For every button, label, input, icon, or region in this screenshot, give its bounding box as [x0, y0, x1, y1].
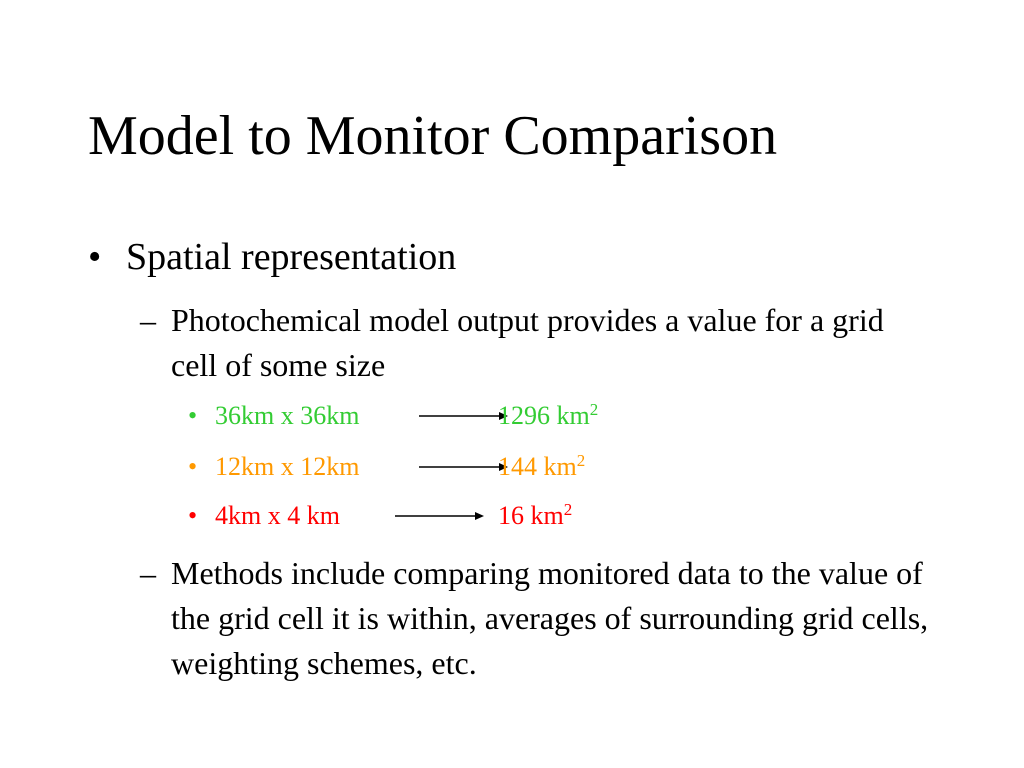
grid-size-dims: 12km x 12km — [215, 452, 360, 481]
grid-size-area-exponent: 2 — [563, 500, 573, 519]
grid-size-marker: • — [188, 501, 198, 530]
grid-size-area-exponent: 2 — [576, 451, 586, 470]
grid-size-area — [498, 400, 598, 432]
grid-size-area-value: 144 km — [498, 452, 577, 481]
slide-title: Model to Monitor Comparison — [88, 105, 778, 167]
grid-size-area-value: 1296 km — [498, 401, 590, 430]
arrow-right-icon — [395, 506, 485, 526]
bullet-marker: • — [88, 236, 102, 278]
grid-size-dims: 36km x 36km — [215, 401, 360, 430]
grid-size-marker: • — [188, 452, 198, 481]
sub-bullet-marker: – — [140, 555, 156, 591]
arrow-right-icon — [419, 406, 509, 426]
grid-size-area-exponent: 2 — [589, 400, 599, 419]
sub-bullet-marker: – — [140, 302, 156, 338]
grid-size-area-value: 16 km — [498, 501, 564, 530]
grid-size-marker: • — [188, 401, 198, 430]
sub-bullet-text: Methods include comparing monitored data to the value of the grid cell it is within, averages of surrounding grid cells, weighting schemes, etc. — [171, 555, 929, 681]
sub-bullet-text: Photochemical model output provides a value for a grid cell of some size — [171, 302, 884, 383]
grid-size-area — [498, 451, 585, 483]
grid-size-area — [498, 500, 572, 532]
grid-size-dims: 4km x 4 km — [215, 501, 340, 530]
bullet-text: Spatial representation — [126, 236, 457, 278]
arrow-right-icon — [419, 457, 509, 477]
